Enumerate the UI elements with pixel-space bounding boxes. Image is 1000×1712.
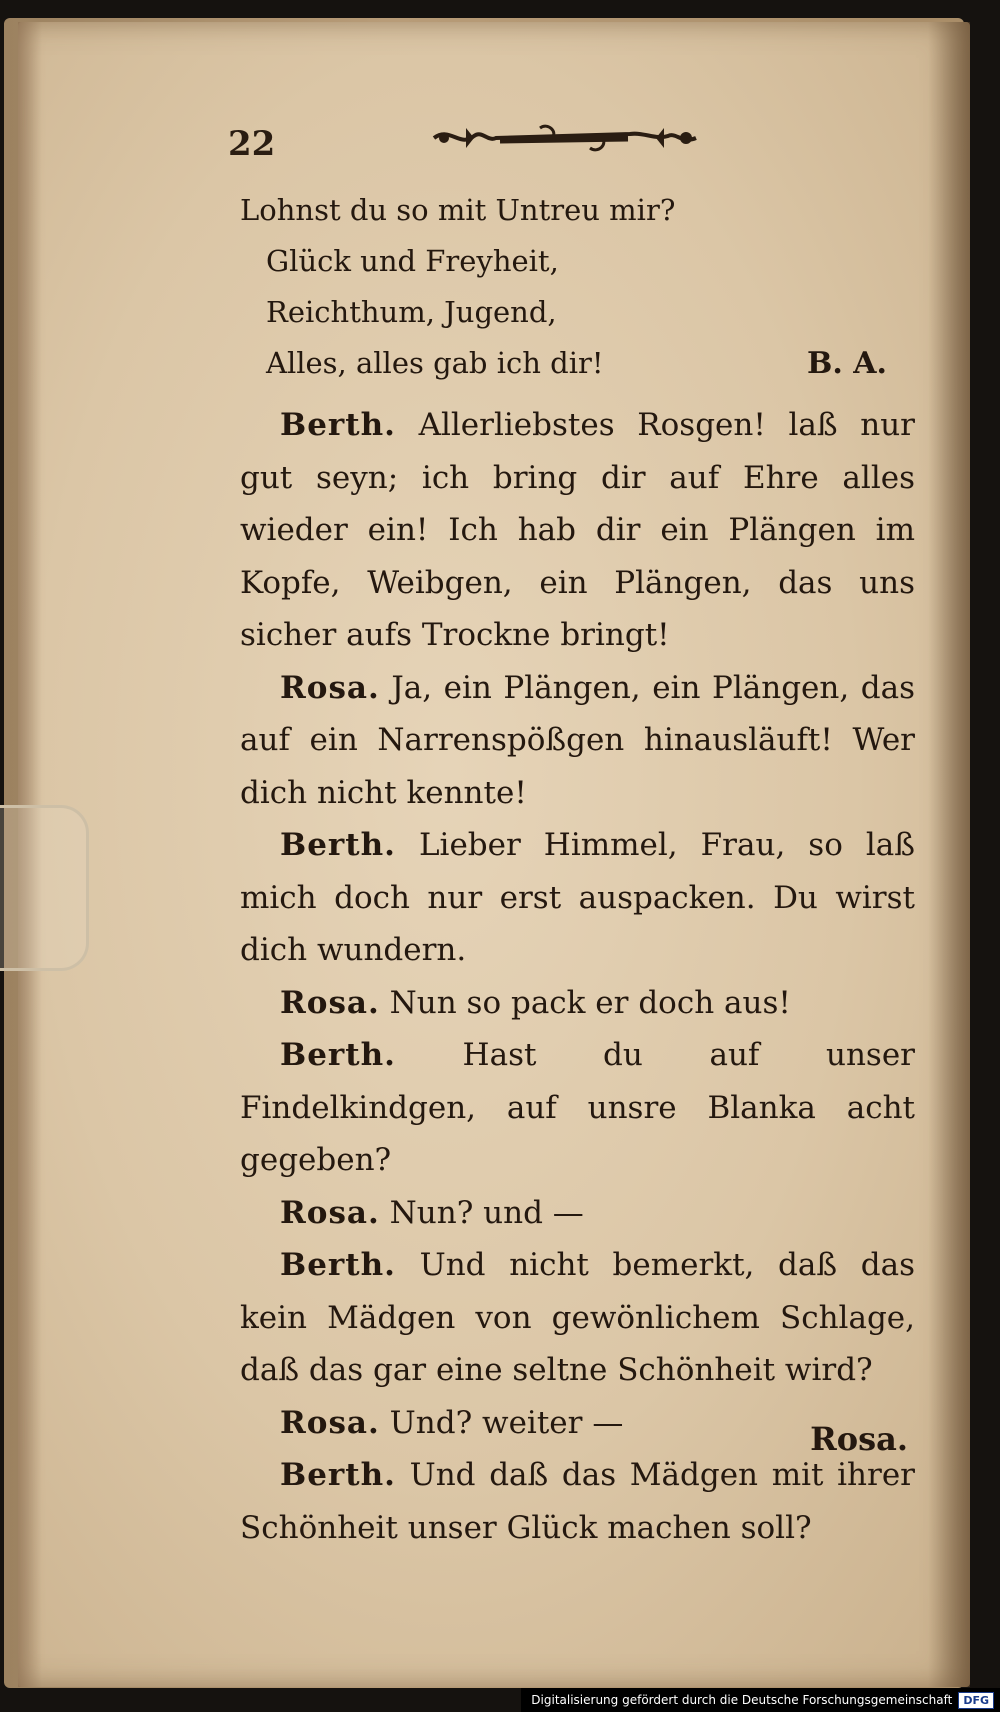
verse-block: [240, 185, 915, 389]
dialogue-paragraph: [240, 1449, 915, 1554]
dialogue-paragraph: [240, 399, 915, 662]
dialogue-paragraph: [240, 1029, 915, 1187]
speaker-name: Berth.: [280, 1037, 396, 1073]
page-number: 22: [228, 124, 276, 164]
dialogue-paragraph: [240, 1239, 915, 1397]
speaker-name: Berth.: [280, 1247, 396, 1283]
dfg-logo-icon: DFG: [958, 1692, 994, 1709]
dialogue-block: [240, 399, 915, 1554]
dialogue-text: Lieber Himmel, Frau, so laß mich doch nur erst auspacken. Du wirst dich wundern.: [240, 827, 915, 968]
dialogue-text: Und nicht bemerkt, daß das kein Mädgen von gewönlichem Schlage, daß das gar eine seltne Schönheit wird?: [240, 1247, 915, 1388]
floral-rule-ornament-icon: [430, 118, 700, 158]
dialogue-text: Allerliebstes Rosgen! laß nur gut seyn; ich bring dir auf Ehre alles wieder ein! Ich hab dir ein Plängen im Kopfe, Weibgen, ein Plängen, das uns sicher aufs Trockne bringt!: [240, 407, 915, 653]
verse-line: Alles, alles gab ich dir!: [266, 346, 604, 380]
dialogue-paragraph: [240, 819, 915, 977]
speaker-name: Rosa.: [280, 984, 380, 1021]
page-clip: [0, 805, 89, 971]
page-text: [240, 185, 915, 1554]
verse-line: Glück und Freyheit,: [266, 244, 559, 278]
verse-signature: B. A.: [807, 346, 887, 381]
verse-line: Reichthum, Jugend,: [266, 295, 557, 329]
dialogue-text: Und daß das Mädgen mit ihrer Schönheit unser Glück machen soll?: [240, 1457, 915, 1546]
verse-line: Lohnst du so mit Untreu mir?: [240, 193, 676, 227]
speaker-name: Rosa.: [280, 669, 380, 706]
page-gutter-shadow: [928, 22, 970, 1687]
catchword: Rosa.: [810, 1420, 908, 1458]
speaker-name: Berth.: [280, 407, 396, 443]
speaker-name: Berth.: [280, 1457, 396, 1493]
dialogue-paragraph: [240, 1187, 915, 1240]
dialogue-text: Ja, ein Plängen, ein Plängen, das auf ein Narrenspößgen hinausläuft! Wer dich nicht kennte!: [240, 669, 915, 811]
digitization-credit: Digitalisierung gefördert durch die Deutsche Forschungsgemeinschaft: [531, 1693, 953, 1707]
dialogue-paragraph: [240, 977, 915, 1030]
dialogue-text: Nun? und —: [389, 1194, 584, 1231]
dialogue-text: Nun so pack er doch aus!: [389, 984, 791, 1021]
dialogue-paragraph: [240, 662, 915, 820]
dialogue-text: Und? weiter —: [389, 1404, 624, 1441]
dialogue-text: Hast du auf unser Findelkindgen, auf unsre Blanka acht gegeben?: [240, 1037, 915, 1178]
speaker-name: Rosa.: [280, 1194, 380, 1231]
digitization-credit-bar: [521, 1688, 1000, 1712]
speaker-name: Rosa.: [280, 1404, 380, 1441]
speaker-name: Berth.: [280, 827, 396, 863]
